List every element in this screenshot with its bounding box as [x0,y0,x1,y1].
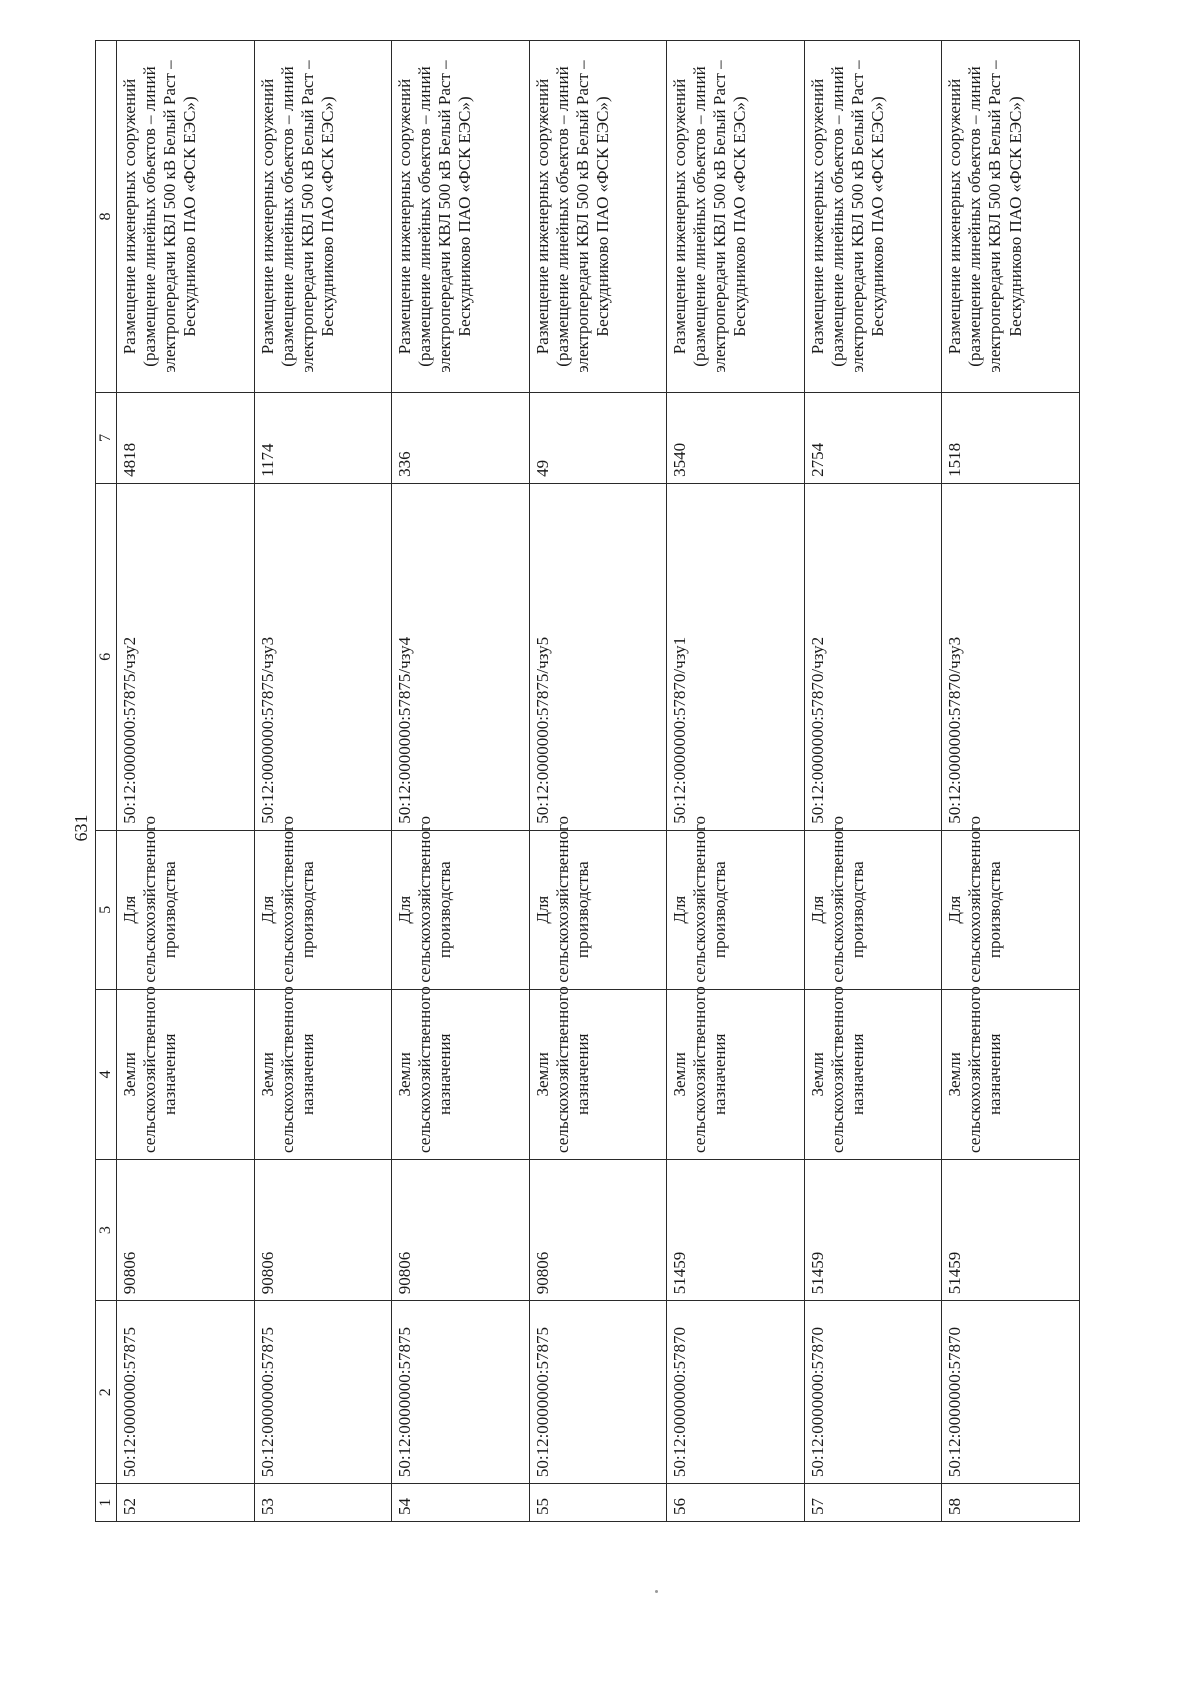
part-area: 2754 [804,393,942,484]
permitted-use: Для сельскохозяйственного производства [942,830,1080,989]
table-header [96,41,117,1522]
part-area: 3540 [667,393,805,484]
header-cell-1: 1 [96,1484,117,1522]
cadastral-number: 50:12:0000000:57870 [804,1301,942,1484]
header-cell-8: 8 [96,41,117,393]
part-cadastral-number: 50:12:0000000:57870/чзу1 [667,483,805,830]
part-area: 4818 [117,393,255,484]
purpose: Размещение инженерных сооружений (размещение линейных объектов – линий электропередачи КВЛ 500 кВ Белый Раст – Бескудниково ПАО «ФСК ЕЭС») [254,41,392,393]
purpose: Размещение инженерных сооружений (размещение линейных объектов – линий электропередачи КВЛ 500 кВ Белый Раст – Бескудниково ПАО «ФСК ЕЭС») [117,41,255,393]
part-cadastral-number: 50:12:0000000:57875/чзу5 [529,483,667,830]
cadastral-number: 50:12:0000000:57870 [667,1301,805,1484]
table-row [392,41,530,1522]
table-row [529,41,667,1522]
header-cell-4: 4 [96,989,117,1159]
cadastral-number: 50:12:0000000:57875 [392,1301,530,1484]
row-number: 52 [117,1484,255,1522]
header-row [96,41,117,1522]
plot-area: 51459 [942,1159,1080,1300]
land-category: Земли сельскохозяйственного назначения [804,989,942,1159]
row-number: 57 [804,1484,942,1522]
table-row [117,41,255,1522]
purpose: Размещение инженерных сооружений (размещение линейных объектов – линий электропередачи КВЛ 500 кВ Белый Раст – Бескудниково ПАО «ФСК ЕЭС») [529,41,667,393]
plot-area: 90806 [254,1159,392,1300]
part-cadastral-number: 50:12:0000000:57875/чзу4 [392,483,530,830]
land-category: Земли сельскохозяйственного назначения [667,989,805,1159]
purpose: Размещение инженерных сооружений (размещение линейных объектов – линий электропередачи КВЛ 500 кВ Белый Раст – Бескудниково ПАО «ФСК ЕЭС») [942,41,1080,393]
land-category: Земли сельскохозяйственного назначения [392,989,530,1159]
plot-area: 90806 [117,1159,255,1300]
land-category: Земли сельскохозяйственного назначения [117,989,255,1159]
purpose: Размещение инженерных сооружений (размещение линейных объектов – линий электропередачи КВЛ 500 кВ Белый Раст – Бескудниково ПАО «ФСК ЕЭС») [667,41,805,393]
permitted-use: Для сельскохозяйственного производства [804,830,942,989]
land-category: Земли сельскохозяйственного назначения [942,989,1080,1159]
purpose: Размещение инженерных сооружений (размещение линейных объектов – линий электропередачи КВЛ 500 кВ Белый Раст – Бескудниково ПАО «ФСК ЕЭС») [804,41,942,393]
permitted-use: Для сельскохозяйственного производства [667,830,805,989]
purpose: Размещение инженерных сооружений (размещение линейных объектов – линий электропередачи КВЛ 500 кВ Белый Раст – Бескудниково ПАО «ФСК ЕЭС») [392,41,530,393]
table-row [667,41,805,1522]
header-cell-5: 5 [96,830,117,989]
part-cadastral-number: 50:12:0000000:57870/чзу3 [942,483,1080,830]
part-area: 1518 [942,393,1080,484]
row-number: 56 [667,1484,805,1522]
part-area: 1174 [254,393,392,484]
land-category: Земли сельскохозяйственного назначения [254,989,392,1159]
plot-area: 90806 [529,1159,667,1300]
land-category: Земли сельскохозяйственного назначения [529,989,667,1159]
header-cell-3: 3 [96,1159,117,1300]
land-plots-table [95,40,1080,1522]
row-number: 58 [942,1484,1080,1522]
row-number: 53 [254,1484,392,1522]
row-number: 55 [529,1484,667,1522]
cadastral-number: 50:12:0000000:57875 [529,1301,667,1484]
part-cadastral-number: 50:12:0000000:57875/чзу3 [254,483,392,830]
cadastral-number: 50:12:0000000:57875 [254,1301,392,1484]
part-area: 336 [392,393,530,484]
table-row [254,41,392,1522]
row-number: 54 [392,1484,530,1522]
page-number: 631 [71,814,91,842]
header-cell-7: 7 [96,393,117,484]
plot-area: 51459 [804,1159,942,1300]
scan-speck [655,1590,658,1593]
plot-area: 90806 [392,1159,530,1300]
permitted-use: Для сельскохозяйственного производства [392,830,530,989]
table-row [942,41,1080,1522]
permitted-use: Для сельскохозяйственного производства [529,830,667,989]
rotated-table-container [95,40,1080,1522]
permitted-use: Для сельскохозяйственного производства [254,830,392,989]
plot-area: 51459 [667,1159,805,1300]
permitted-use: Для сельскохозяйственного производства [117,830,255,989]
part-area: 49 [529,393,667,484]
cadastral-number: 50:12:0000000:57870 [942,1301,1080,1484]
table-body [117,41,1080,1522]
cadastral-number: 50:12:0000000:57875 [117,1301,255,1484]
part-cadastral-number: 50:12:0000000:57870/чзу2 [804,483,942,830]
header-cell-6: 6 [96,483,117,830]
header-cell-2: 2 [96,1301,117,1484]
part-cadastral-number: 50:12:0000000:57875/чзу2 [117,483,255,830]
table-row [804,41,942,1522]
